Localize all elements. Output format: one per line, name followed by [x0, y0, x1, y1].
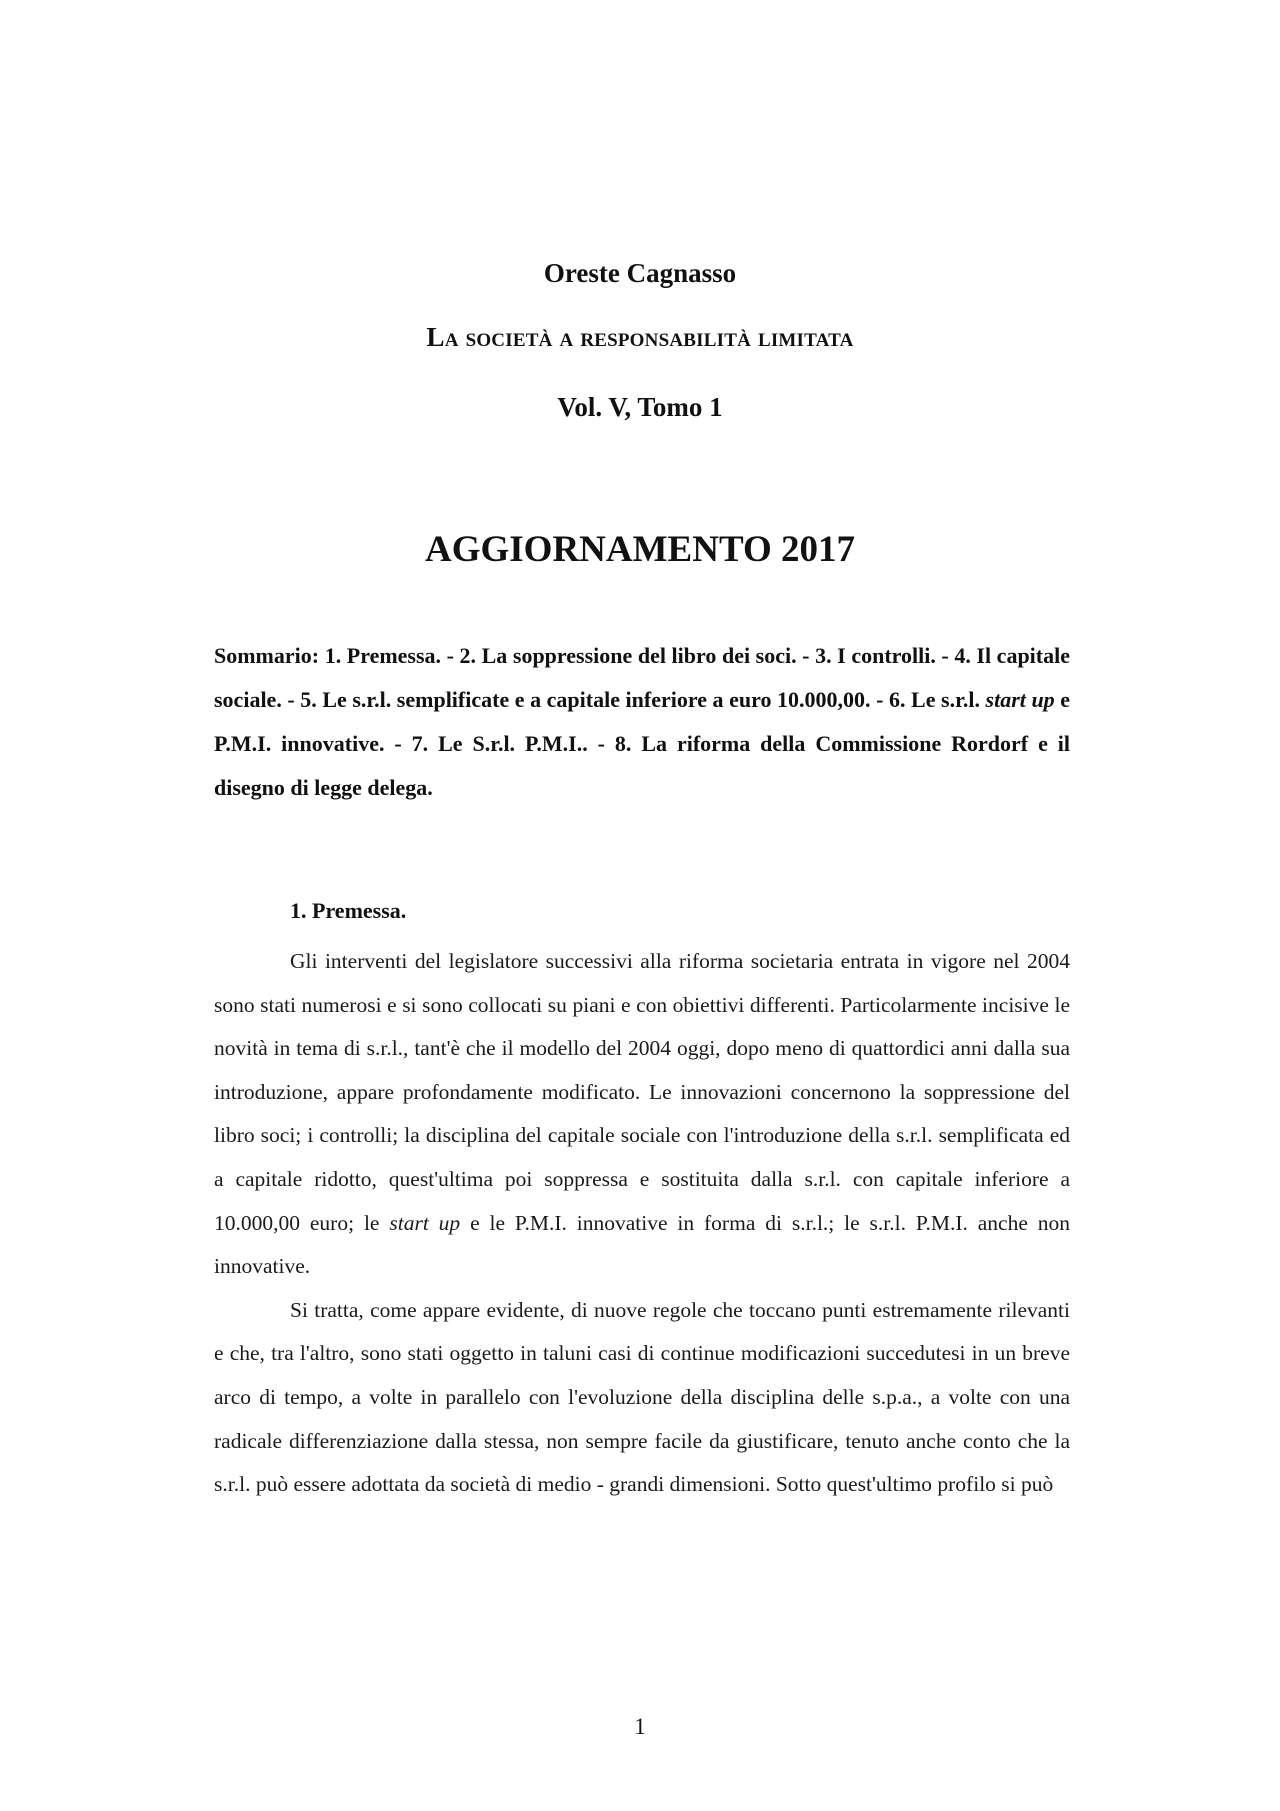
- summary: [214, 634, 1070, 810]
- page-number: 1: [634, 1714, 646, 1739]
- paragraph-italic: start up: [389, 1210, 461, 1235]
- body-text: [214, 940, 1070, 1507]
- volume-info: Vol. V, Tomo 1: [557, 392, 723, 422]
- book-title: La società a responsabilità limitata: [426, 322, 854, 352]
- author-name: Oreste Cagnasso: [543, 258, 737, 288]
- summary-text-end: e P.M.I. innovative. - 7. Le S.r.l. P.M.I.. - 8. La riforma della Commissione Rordorf e il disegno di legge delega.: [214, 687, 1071, 800]
- summary-text: 1. Premessa. - 2. La soppressione del libro dei soci. - 3. I controlli. - 4. Il capitale sociale. - 5. Le s.r.l. semplificate e a capitale inferiore a euro 10.000,00. - 6. Le s.r.l.: [214, 643, 1070, 712]
- paragraph-text-end: e le P.M.I. innovative in forma di s.r.l.; le s.r.l. P.M.I. anche non innovative.: [214, 1210, 1071, 1279]
- update-heading: AGGIORNAMENTO 2017: [425, 529, 855, 570]
- paragraph-text: Gli interventi del legislatore successivi alla riforma societaria entrata in vigore nel 2004 sono stati numerosi e si sono collocati su piani e con obiettivi differenti. Particolarmente incisive le novità in tema di s.r.l., tant'è che il modello del 2004 oggi, dopo meno di quattordici anni dalla sua introduzione, appare profondamente modificato. Le innovazioni concernono la soppressione del libro soci; i controlli; la disciplina del capitale sociale con l'introduzione della s.r.l. semplificata ed a capitale ridotto, quest'ultima poi soppressa e sostituita dalla s.r.l. con capitale inferiore a 10.000,00 euro; le: [214, 949, 1070, 1235]
- summary-label: Sommario:: [214, 643, 320, 668]
- paragraph: [214, 940, 1070, 1289]
- section-title: 1. Premessa.: [290, 898, 407, 923]
- paragraph: Si tratta, come appare evidente, di nuove regole che toccano punti estremamente rilevanti e che, tra l'altro, sono stati oggetto in taluni casi di continue modificazioni succedutesi in un breve arco di tempo, a volte in parallelo con l'evoluzione della disciplina delle s.p.a., a volte con una radicale differenziazione dalla stessa, non sempre facile da giustificare, tenuto anche conto che la s.r.l. può essere adottata da società di medio - grandi dimensioni. Sotto quest'ultimo profilo si può: [214, 1297, 1070, 1497]
- summary-italic: start up: [985, 687, 1055, 712]
